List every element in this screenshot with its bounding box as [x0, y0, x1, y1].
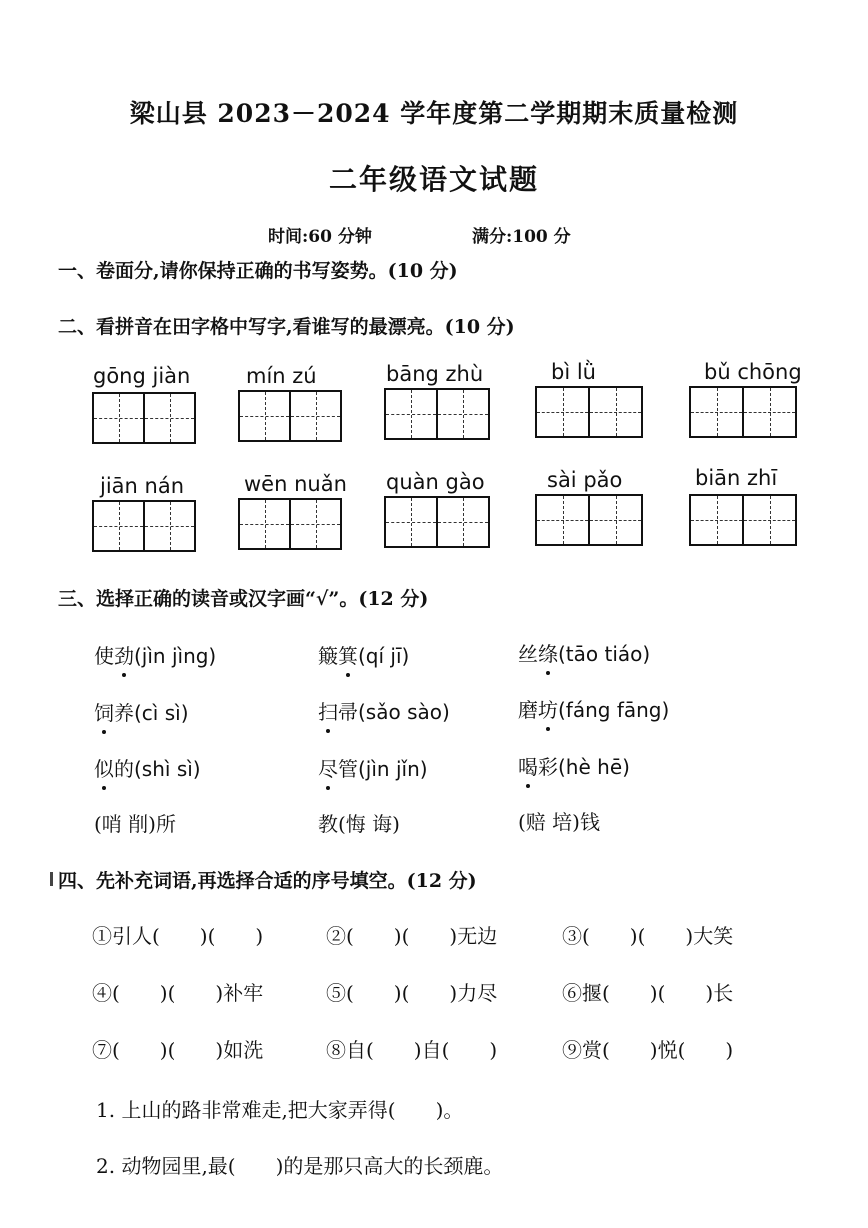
section-3-heading: 三、选择正确的读音或汉字画“√”。(12 分)	[58, 588, 429, 610]
choice-item: 扫帚(sǎo sào)	[318, 700, 450, 724]
pinyin-label: bǔ chōng	[704, 360, 802, 384]
choice-item: 教(悔 诲)	[318, 812, 400, 836]
exam-time: 时间:60 分钟	[268, 227, 372, 247]
idiom-item: ③( )( )大笑	[562, 924, 734, 948]
writing-grid[interactable]	[238, 498, 342, 550]
pinyin-label: mín zú	[246, 364, 317, 388]
idiom-item: ④( )( )补牢	[92, 981, 264, 1005]
writing-grid[interactable]	[92, 500, 196, 552]
exam-score: 满分:100 分	[472, 227, 571, 247]
choice-item: (哨 削)所	[94, 812, 176, 836]
choice-item: 簸箕(qí jī)	[318, 644, 410, 668]
writing-grid[interactable]	[384, 496, 490, 548]
fill-sentence: 1. 上山的路非常难走,把大家弄得( )。	[96, 1098, 464, 1122]
writing-grid[interactable]	[535, 494, 643, 546]
writing-grid[interactable]	[92, 392, 196, 444]
pinyin-label: jiān nán	[100, 474, 185, 498]
margin-mark	[50, 872, 53, 886]
pinyin-label: bì lǜ	[551, 360, 596, 384]
choice-item: 喝彩(hè hē)	[518, 755, 630, 779]
writing-grid[interactable]	[384, 388, 490, 440]
exam-title: 梁山县 2023－2024 学年度第二学期期末质量检测	[129, 99, 739, 128]
idiom-item: ①引人( )( )	[92, 924, 264, 948]
choice-item: 似的(shì sì)	[94, 757, 201, 781]
choice-item: 尽管(jìn jǐn)	[318, 757, 428, 781]
pinyin-label: bāng zhù	[386, 362, 484, 386]
exam-subtitle: 二年级语文试题	[328, 163, 539, 196]
idiom-item: ⑤( )( )力尽	[326, 981, 498, 1005]
pinyin-label: biān zhī	[695, 466, 778, 490]
section-2-heading: 二、看拼音在田字格中写字,看谁写的最漂亮。(10 分)	[58, 316, 515, 338]
choice-item: 磨坊(fáng fāng)	[518, 698, 670, 722]
writing-grid[interactable]	[689, 494, 797, 546]
pinyin-label: sài pǎo	[547, 468, 623, 492]
writing-grid[interactable]	[238, 390, 342, 442]
section-4-heading: 四、先补充词语,再选择合适的序号填空。(12 分)	[58, 870, 477, 892]
choice-item: 饲养(cì sì)	[94, 701, 189, 725]
pinyin-label: quàn gào	[386, 470, 485, 494]
choice-item: 使劲(jìn jìng)	[94, 644, 217, 668]
pinyin-label: wēn nuǎn	[244, 472, 347, 496]
idiom-item: ②( )( )无边	[326, 924, 498, 948]
writing-grid[interactable]	[689, 386, 797, 438]
idiom-item: ⑥揠( )( )长	[562, 981, 734, 1005]
writing-grid[interactable]	[535, 386, 643, 438]
choice-item: 丝绦(tāo tiáo)	[518, 642, 651, 666]
idiom-item: ⑧自( )自( )	[326, 1038, 498, 1062]
idiom-item: ⑨赏( )悦( )	[562, 1038, 734, 1062]
fill-sentence: 2. 动物园里,最( )的是那只高大的长颈鹿。	[96, 1154, 504, 1178]
idiom-item: ⑦( )( )如洗	[92, 1038, 264, 1062]
section-1-heading: 一、卷面分,请你保持正确的书写姿势。(10 分)	[58, 260, 458, 282]
pinyin-label: gōng jiàn	[93, 364, 191, 388]
choice-item: (赔 培)钱	[518, 810, 600, 834]
